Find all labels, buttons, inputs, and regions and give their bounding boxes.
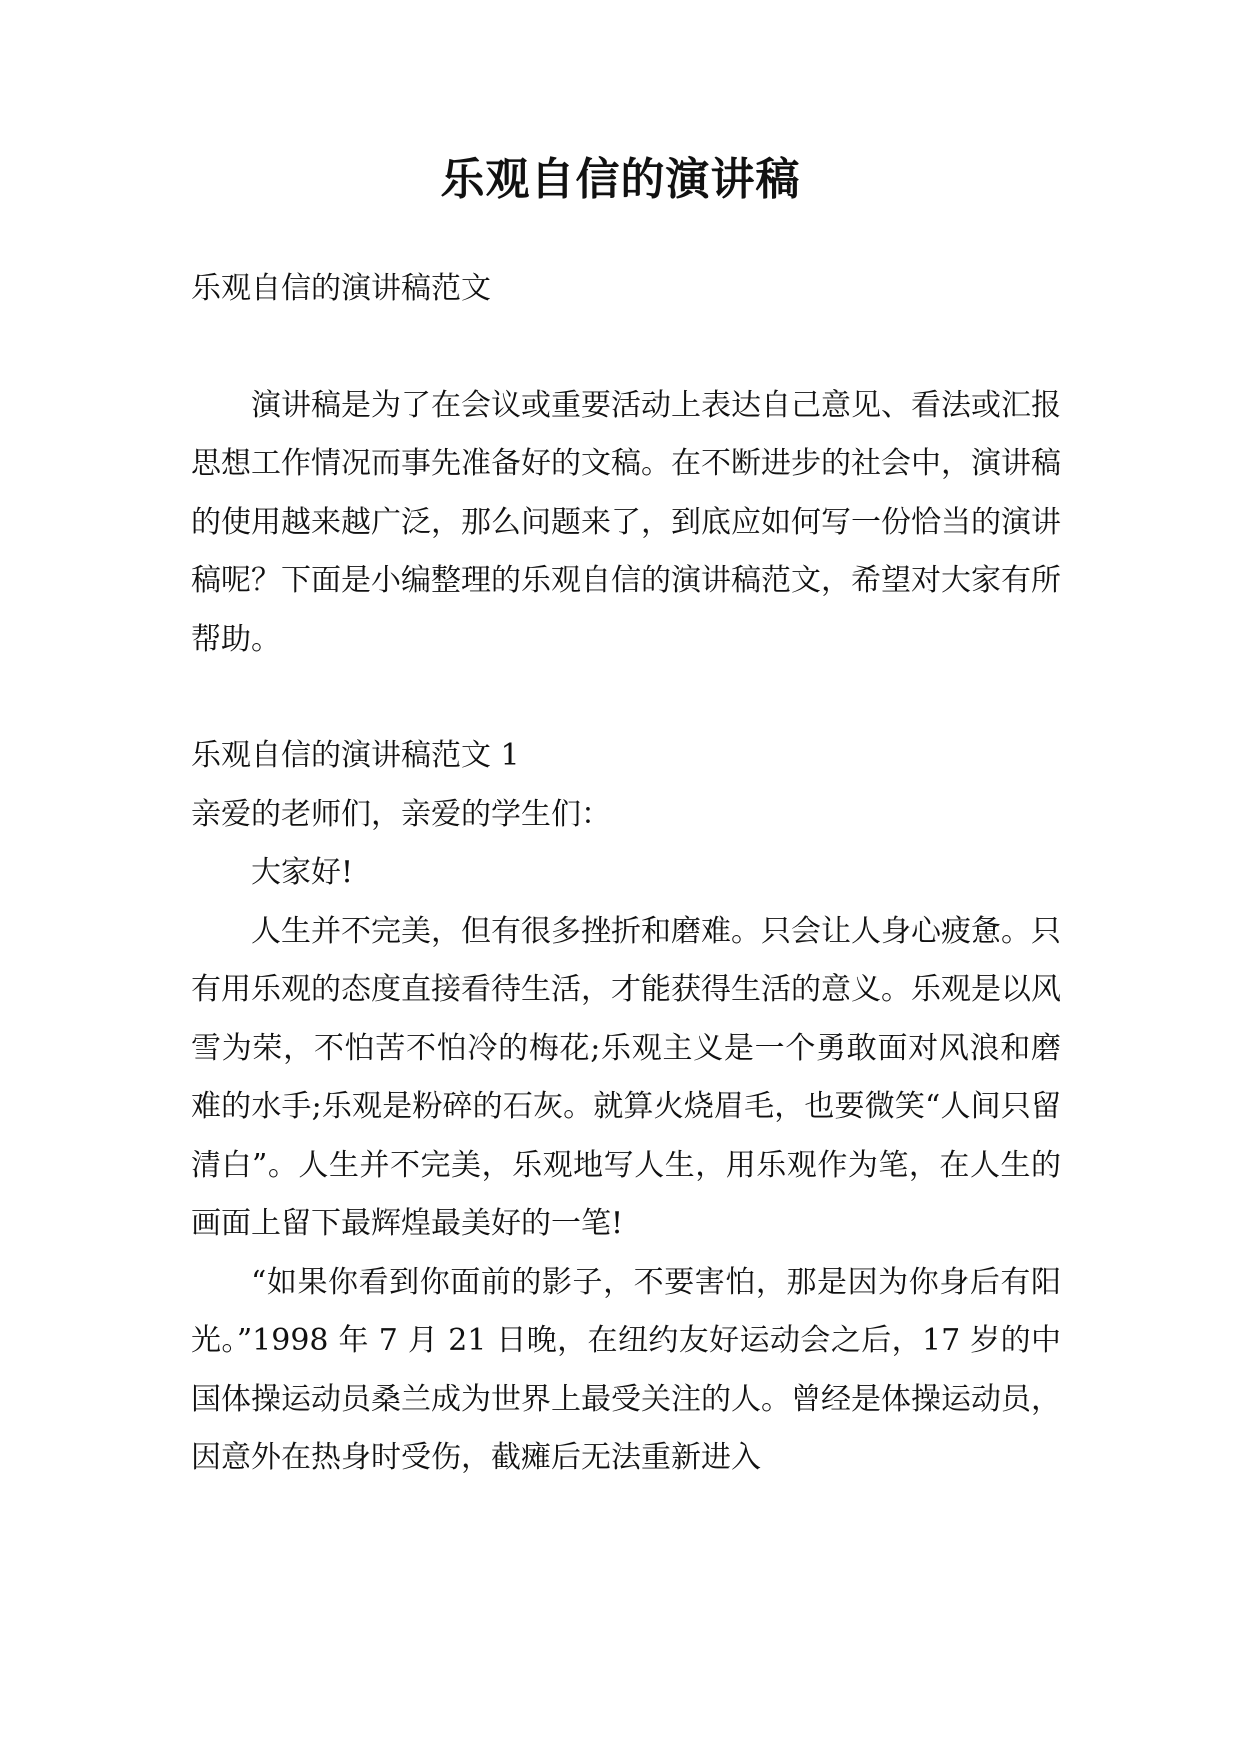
document-title: 乐观自信的演讲稿: [440, 154, 801, 205]
document-body: [191, 260, 1061, 1488]
salutation: 亲爱的老师们，亲爱的学生们：: [191, 796, 611, 832]
body-paragraph-2: “如果你看到你面前的影子，不要害怕，那是因为你身后有阳光。”1998 年 7 月 21 日晚，在纽约友好运动会之后，17 岁的中国体操运动员桑兰成为世界上最受关注的人。曾经是体操运动员，因意外在热身时受伤，截瘫后无法重新进入: [191, 1264, 1061, 1475]
body-paragraph-1: 人生并不完美，但有很多挫折和磨难。只会让人身心疲惫。只有用乐观的态度直接看待生活，才能获得生活的意义。乐观是以风雪为荣，不怕苦不怕冷的梅花;乐观主义是一个勇敢面对风浪和磨难的水手;乐观是粉碎的石灰。就算火烧眉毛，也要微笑“人间只留清白”。人生并不完美，乐观地写人生，用乐观作为笔，在人生的画面上留下最辉煌最美好的一笔!: [191, 913, 1061, 1241]
section-heading: 乐观自信的演讲稿范文 1: [191, 738, 520, 773]
intro-paragraph: 演讲稿是为了在会议或重要活动上表达自己意见、看法或汇报思想工作情况而事先准备好的文稿。在不断进步的社会中，演讲稿的使用越来越广泛，那么问题来了，到底应如何写一份恰当的演讲稿呢？下面是小编整理的乐观自信的演讲稿范文，希望对大家有所帮助。: [191, 387, 1061, 657]
greeting: 大家好!: [251, 855, 354, 890]
document-subtitle: 乐观自信的演讲稿范文: [191, 271, 491, 306]
